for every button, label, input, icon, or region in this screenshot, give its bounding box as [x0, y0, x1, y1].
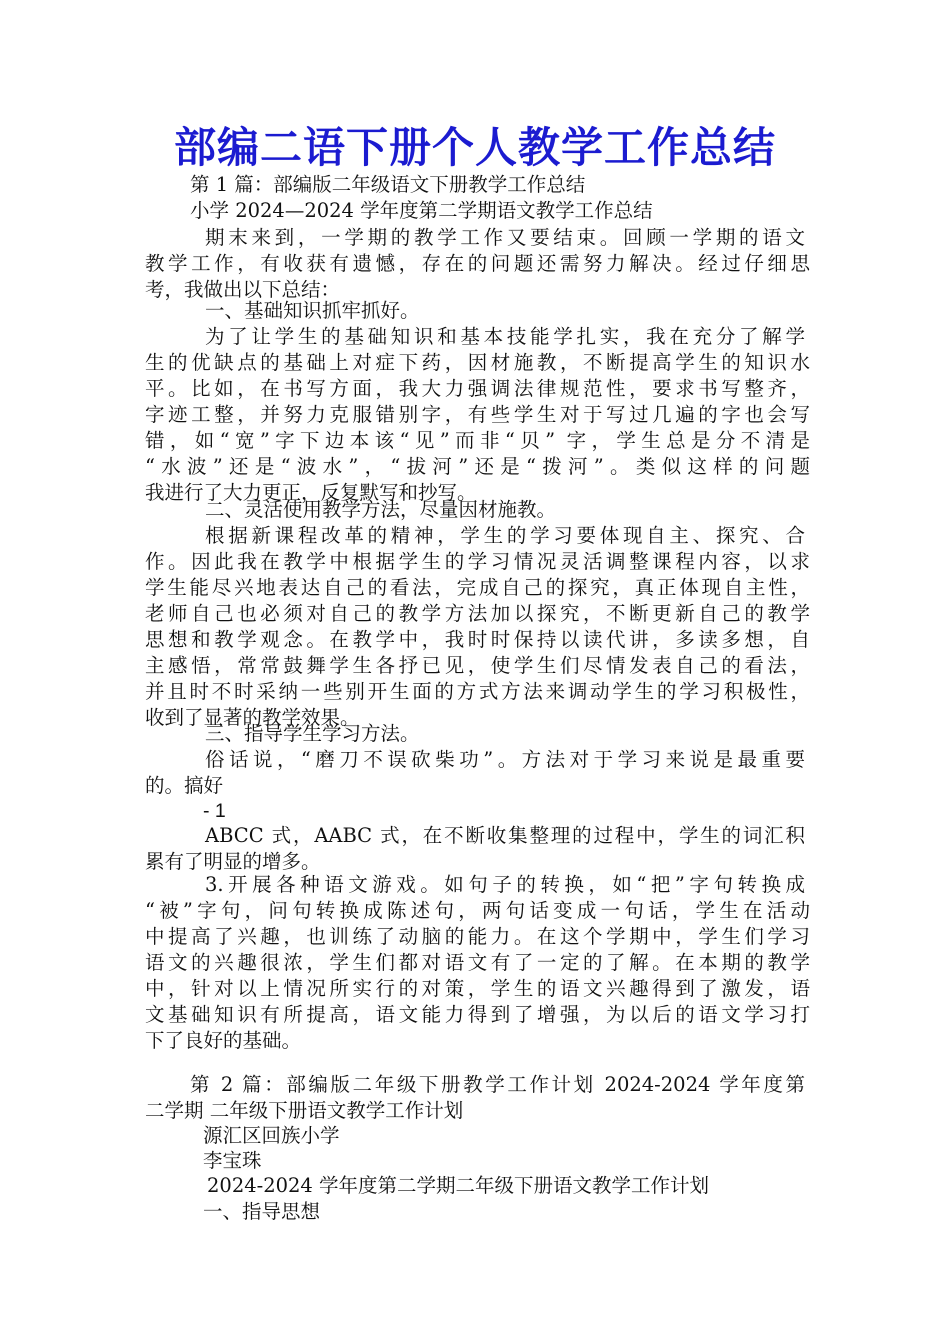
section-heading: 第 1 篇：部编版二年级语文下册教学工作总结: [190, 173, 586, 196]
paragraph-line: 并且时不时采纳一些别开生面的方式方法来调动学生的学习积极性，: [145, 680, 810, 703]
section-heading: 一、指导思想: [203, 1200, 321, 1223]
page-number: - 1: [203, 800, 226, 822]
section-heading: 三、指导学生学习方法。: [205, 722, 420, 745]
subtitle-line: 小学 2024—2024 学年度第二学期语文教学工作总结: [190, 199, 653, 222]
paragraph-line: 中提高了兴趣，也训练了动脑的能力。在这个学期中，学生们学习: [145, 925, 810, 948]
paragraph-line: 文基础知识有所提高，语文能力得到了增强，为以后的语文学习打: [145, 1003, 810, 1026]
school-name: 源汇区回族小学: [203, 1124, 340, 1147]
paragraph-line: 学生能尽兴地表达自己的看法，完成自己的探究，真正体现自主性，: [145, 576, 810, 599]
paragraph-line: 错，如“宽”字下边本该“见”而非“贝” 字，学生总是分不清是: [145, 429, 810, 452]
paragraph-line: 俗话说，“磨刀不误砍柴功”。方法对于学习来说是最重要: [205, 748, 805, 771]
paragraph-line: 为了让学生的基础知识和基本技能学扎实，我在充分了解学: [205, 325, 805, 348]
paragraph-line: 字迹工整，并努力克服错别字，有些学生对于写过几遍的字也会写: [145, 403, 810, 426]
paragraph-line: 语文的兴趣很浓，学生们都对语文有了一定的了解。在本期的教学: [145, 951, 810, 974]
section-heading: 第 2 篇：部编版二年级下册教学工作计划 2024-2024 学年度第: [190, 1073, 805, 1096]
paragraph-line: 教学工作，有收获有遗憾，存在的问题还需努力解决。经过仔细思: [145, 252, 810, 275]
paragraph-line: 下了良好的基础。: [145, 1029, 302, 1052]
paragraph-line: 生的优缺点的基础上对症下药，因材施教，不断提高学生的知识水: [145, 351, 810, 374]
paragraph-line: 思想和教学观念。在教学中，我时时保持以读代讲，多读多想，自: [145, 628, 810, 651]
paragraph-line: 二学期 二年级下册语文教学工作计划: [145, 1099, 464, 1122]
paragraph-line: “水波”还是“波水”，“拔河”还是“拨河”。类似这样的问题: [145, 455, 810, 478]
paragraph-line: 期末来到，一学期的教学工作又要结束。回顾一学期的语文: [205, 226, 805, 249]
paragraph-line: 考，我做出以下总结：: [145, 278, 341, 301]
section-heading: 二、灵活使用教学方法，尽量因材施教。: [205, 498, 557, 521]
paragraph-line: 收到了显著的教学效果。: [145, 706, 360, 729]
paragraph-line: 中，针对以上情况所实行的对策，学生的语文兴趣得到了激发，语: [145, 977, 810, 1000]
section-heading: 一、基础知识抓牢抓好。: [205, 299, 420, 322]
paragraph-line: 根据新课程改革的精神，学生的学习要体现自主、探究、合: [205, 524, 805, 547]
paragraph-line: 的。搞好: [145, 774, 224, 797]
paragraph-line: “被”字句，问句转换成陈述句，两句话变成一句话，学生在活动: [145, 899, 810, 922]
author-name: 李宝珠: [203, 1149, 262, 1172]
document-title: 部编二语下册个人教学工作总结: [173, 123, 776, 172]
paragraph-line: 主感悟，常常鼓舞学生各抒已见，使学生们尽情发表自己的看法，: [145, 654, 810, 677]
paragraph-line: 老师自己也必须对自己的教学方法加以探究，不断更新自己的教学: [145, 602, 810, 625]
paragraph-line: 累有了明显的增多。: [145, 850, 321, 873]
paragraph-line: 平。比如，在书写方面，我大力强调法律规范性，要求书写整齐，: [145, 377, 810, 400]
paragraph-line: 3.开展各种语文游戏。如句子的转换，如“把”字句转换成: [205, 873, 805, 896]
paragraph-line: 作。因此我在教学中根据学生的学习情况灵活调整课程内容，以求: [145, 550, 810, 573]
plan-title: 2024-2024 学年度第二学期二年级下册语文教学工作计划: [207, 1174, 710, 1197]
paragraph-line: ABCC 式，AABC 式，在不断收集整理的过程中，学生的词汇积: [205, 824, 805, 847]
paragraph-line: 我进行了大力更正，反复默写和抄写。: [145, 481, 477, 504]
